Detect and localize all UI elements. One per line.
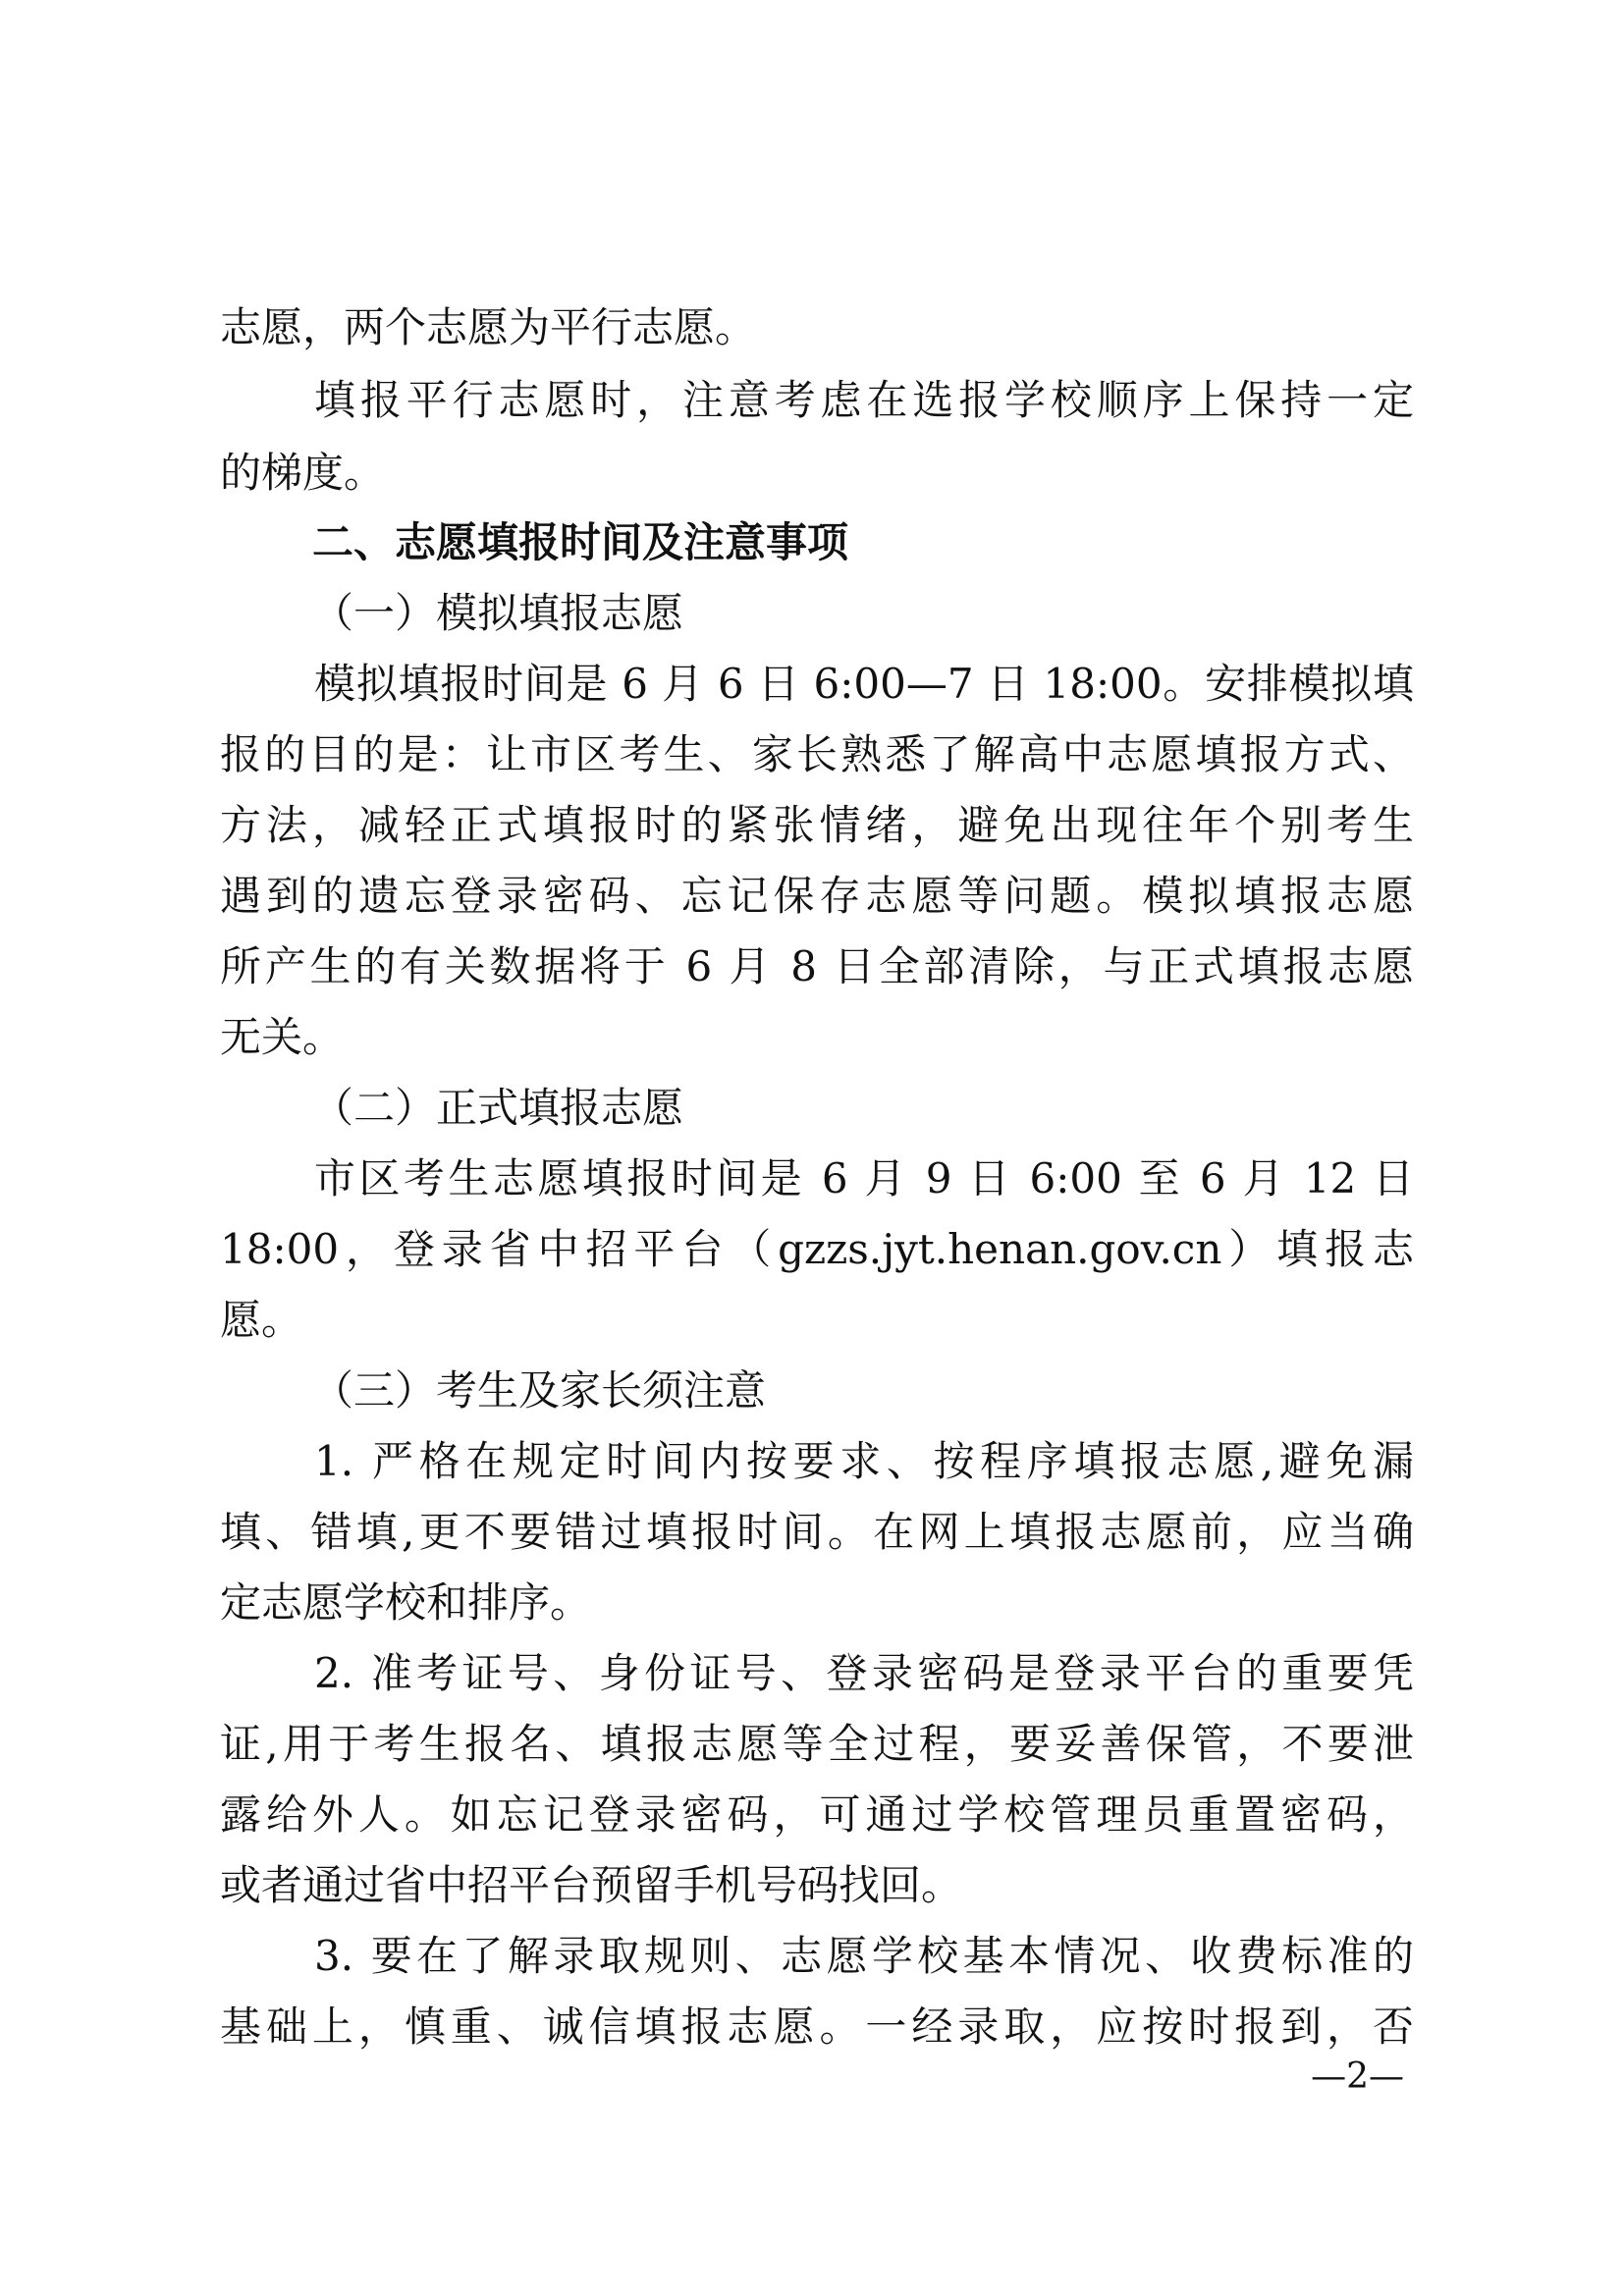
subsection-heading: （一）模拟填报志愿 <box>312 589 684 637</box>
list-item-line: 2. 准考证号、身份证号、登录密码是登录平台的重要凭 <box>314 1649 1414 1697</box>
paragraph-line: 无关。 <box>220 1013 345 1061</box>
paragraph-line: 市区考生志愿填报时间是 6 月 9 日 6:00 至 6 月 12 日 <box>314 1154 1414 1202</box>
paragraph-line: 的梯度。 <box>220 449 386 497</box>
list-item-line: 或者通过省中招平台预留手机号码找回。 <box>220 1861 963 1909</box>
paragraph-line: 填报平行志愿时，注意考虑在选报学校顺序上保持一定 <box>314 376 1414 424</box>
list-item-line: 填、错填,更不要错过填报时间。在网上填报志愿前，应当确 <box>220 1508 1414 1556</box>
paragraph-line: 遇到的遗忘登录密码、忘记保存志愿等问题。模拟填报志愿 <box>220 872 1414 920</box>
paragraph-line: 模拟填报时间是 6 月 6 日 6:00—7 日 18:00。安排模拟填 <box>314 660 1414 708</box>
paragraph-continuation: 志愿，两个志愿为平行志愿。 <box>220 303 757 351</box>
paragraph-line: 18:00，登录省中招平台（gzzs.jyt.henan.gov.cn）填报志 <box>220 1225 1414 1273</box>
list-item-line: 定志愿学校和排序。 <box>220 1578 592 1627</box>
list-item-line: 3. 要在了解录取规则、志愿学校基本情况、收费标准的 <box>314 1932 1414 1980</box>
list-item-line: 基础上，慎重、诚信填报志愿。一经录取，应按时报到，否 <box>220 2002 1414 2051</box>
list-item-line: 证,用于考生报名、填报志愿等全过程，要妥善保管，不要泄 <box>220 1720 1414 1768</box>
page-number: —2— <box>1311 2056 1404 2097</box>
subsection-heading: （二）正式填报志愿 <box>312 1084 684 1132</box>
section-heading: 二、志愿填报时间及注意事项 <box>312 518 849 566</box>
subsection-heading: （三）考生及家长须注意 <box>312 1366 767 1415</box>
list-item-line: 1. 严格在规定时间内按要求、按程序填报志愿,避免漏 <box>314 1437 1414 1485</box>
paragraph-line: 所产生的有关数据将于 6 月 8 日全部清除，与正式填报志愿 <box>220 942 1414 990</box>
paragraph-line: 报的目的是：让市区考生、家长熟悉了解高中志愿填报方式、 <box>220 730 1414 778</box>
paragraph-line: 方法，减轻正式填报时的紧张情绪，避免出现往年个别考生 <box>220 801 1414 849</box>
paragraph-line: 愿。 <box>220 1296 303 1344</box>
list-item-line: 露给外人。如忘记登录密码，可通过学校管理员重置密码， <box>220 1790 1414 1839</box>
